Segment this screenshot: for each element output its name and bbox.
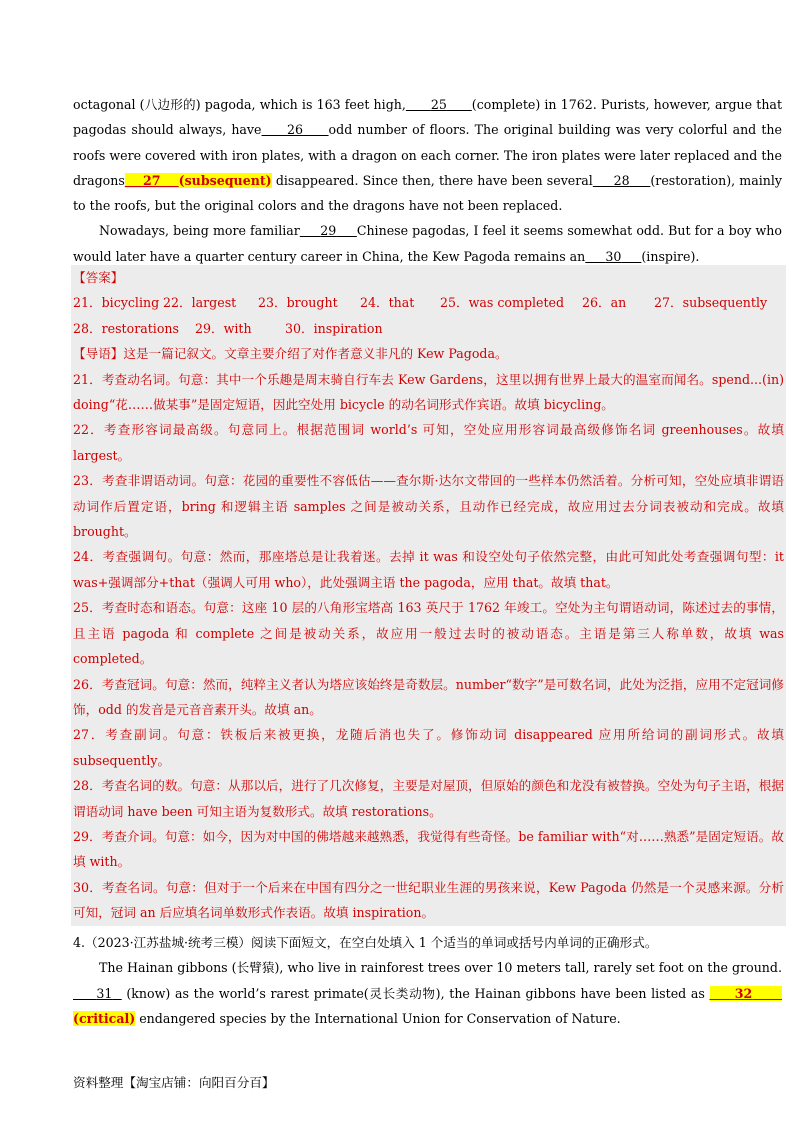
footer-source: 资料整理【淘宝店铺：向阳百分百】 xyxy=(73,1075,275,1090)
text: later have a quarter century career in China, the Kew Pagoda remains an xyxy=(115,248,586,264)
question-heading: 4.（2023·江苏盐城·统考三模）阅读下面短文，在空白处填入 1 个适当的单词或括号内单词的正确形式。 xyxy=(73,935,658,950)
text: should always, have xyxy=(131,122,262,138)
text: odd number of floors. The original building was very colorful and the roofs were covered xyxy=(73,122,782,163)
answer-item: 25．was completed xyxy=(440,295,565,311)
explanation-21: 21．考查动名词。句意：其中一个乐趣是周末骑自行车去 Kew Gardens，这里以拥有世界上最大的温室而闻名。spend...(in) doing“花……做某事”是固定短语，因此空处用 bicycle 的动名词形式作宾语。故填 bicycling。 xyxy=(73,371,784,413)
passage-paragraph xyxy=(73,955,782,1031)
text: (restoration), mainly to the roofs, but the original colors and the xyxy=(73,172,782,214)
answer-item: 21．bicycling xyxy=(73,295,160,311)
question-4 xyxy=(73,930,782,1031)
answer-item: 27．subsequently xyxy=(654,295,768,311)
text: Chinese pagodas, I feel it seems somewhat odd. But for a boy who would xyxy=(73,223,782,264)
answer-section xyxy=(71,265,786,926)
explanation-28: 28．考查名词的数。句意：从那以后，进行了几次修复，主要是对屋顶，但原始的颜色和龙没有被替换。空处为句子主语，根据谓语动词 have been 可知主语为复数形式。故填 restorations。 xyxy=(73,778,784,819)
answer-item: 29．with xyxy=(195,320,252,336)
text: octagonal (八边形的) pagoda, which is 163 feet high, xyxy=(73,97,406,112)
blank-26: 26 xyxy=(287,122,304,138)
explanation-23: 23．考查非谓语动词。句意：花园的重要性不容低估——查尔斯·达尔文带回的一些样本仍然活着。分析可知，空处应填非谓语动词作后置定语，bring 和逻辑主语 samples 之间是被动关系，且动作已经完成，故应用过去分词表被动和完成。故填 brought。 xyxy=(73,473,784,540)
answer-item: 28．restorations xyxy=(73,320,179,336)
blank-25: 25 xyxy=(430,97,447,112)
answer-item: 26．an xyxy=(582,295,627,311)
explanation-26: 26．考查冠词。句意：然而，纯粹主义者认为塔应该始终是奇数层。number“数字”是可数名词，此处为泛指，应用不定冠词修饰，odd 的发音是元音音素开头。故填 an。 xyxy=(73,676,784,717)
answer-row xyxy=(73,290,784,315)
explanation-22: 22．考查形容词最高级。句意同上。根据范围词 world’s 可知，空处应用形容词最高级修饰名词 greenhouses。故填 largest。 xyxy=(73,422,784,463)
explanation-27: 27．考查副词。句意：铁板后来被更换，龙随后消也失了。修饰动词 disappeared 应用所给词的副词形式。故填 subsequently。 xyxy=(73,727,784,768)
passage-paragraph xyxy=(73,218,782,269)
explanation-intro: 【导语】这是一篇记叙文。文章主要介绍了对作者意义非凡的 Kew Pagoda。 xyxy=(73,346,508,362)
passage-continued xyxy=(73,92,782,269)
text: disappeared. Since then, there have been several xyxy=(275,172,593,188)
text: The Hainan gibbons (长臂猿), who live in rainforest trees over 10 meters tall, rarely set foot on the ground. xyxy=(99,960,782,976)
blank-29: 29 xyxy=(320,223,337,239)
explanation-30: 30．考查名词。句意：但对于一个后来在中国有四分之一世纪职业生涯的男孩来说，Kew Pagoda 仍然是一个灵感来源。分析可知，冠词 an 后应填名词单数形式作表语。故填 inspiration。 xyxy=(73,879,784,921)
explanation-25: 25．考查时态和语态。句意：这座 10 层的八角形宝塔高 163 英尺于 1762 年竣工。空处为主句谓语动词，陈述过去的事情，且主语 pagoda 和 complete 之间是被动关系，故应用一般过去时的被动语态。主语是第三人称单数，故填 was completed。 xyxy=(73,600,784,667)
blank-28: 28 xyxy=(613,172,630,188)
text: (inspire). xyxy=(641,248,700,264)
answer-item: 24．that xyxy=(360,295,415,311)
explanation-24: 24．考查强调句。句意：然而，那座塔总是让我着迷。去掉 it was 和设空处句子依然完整，由此可知此处考查强调句型：it was+强调部分+that（强调人可用 who），此处强调主语 the pagoda，应用 that。故填 that。 xyxy=(73,549,784,590)
highlighted-blank-27: 27 (subsequent) xyxy=(125,173,272,188)
text: (complete) in 1762. Purists, however, argue that pagodas xyxy=(73,97,783,138)
answer-item: 23．brought xyxy=(258,295,338,311)
explanation-29: 29．考查介词。句意：如今，因为对中国的佛塔越来越熟悉，我觉得有些奇怪。be familiar with“对……熟悉”是固定短语。故填 with。 xyxy=(73,828,784,870)
text: endangered species by the International Union for Conservation of Nature. xyxy=(139,1010,621,1026)
blank-30: 30 xyxy=(605,248,622,264)
answer-header: 【答案】 xyxy=(73,270,124,285)
text: with iron plates, with a dragon on each corner. The iron plates were later replaced and the dragons xyxy=(73,147,782,188)
highlighted-blank-32: 32 (critical) xyxy=(73,986,782,1026)
answer-item: 30．inspiration xyxy=(285,320,383,336)
answer-row xyxy=(73,316,784,341)
blank-31: 31 xyxy=(96,985,113,1001)
text: dragons have not been replaced. xyxy=(352,198,563,214)
answer-item: 22．largest xyxy=(163,295,237,311)
text: (know) as the world’s rarest primate(灵长类动物), the Hainan gibbons have been listed as xyxy=(126,985,705,1001)
passage-paragraph xyxy=(73,92,782,218)
text: Nowadays, being more familiar xyxy=(99,223,300,239)
